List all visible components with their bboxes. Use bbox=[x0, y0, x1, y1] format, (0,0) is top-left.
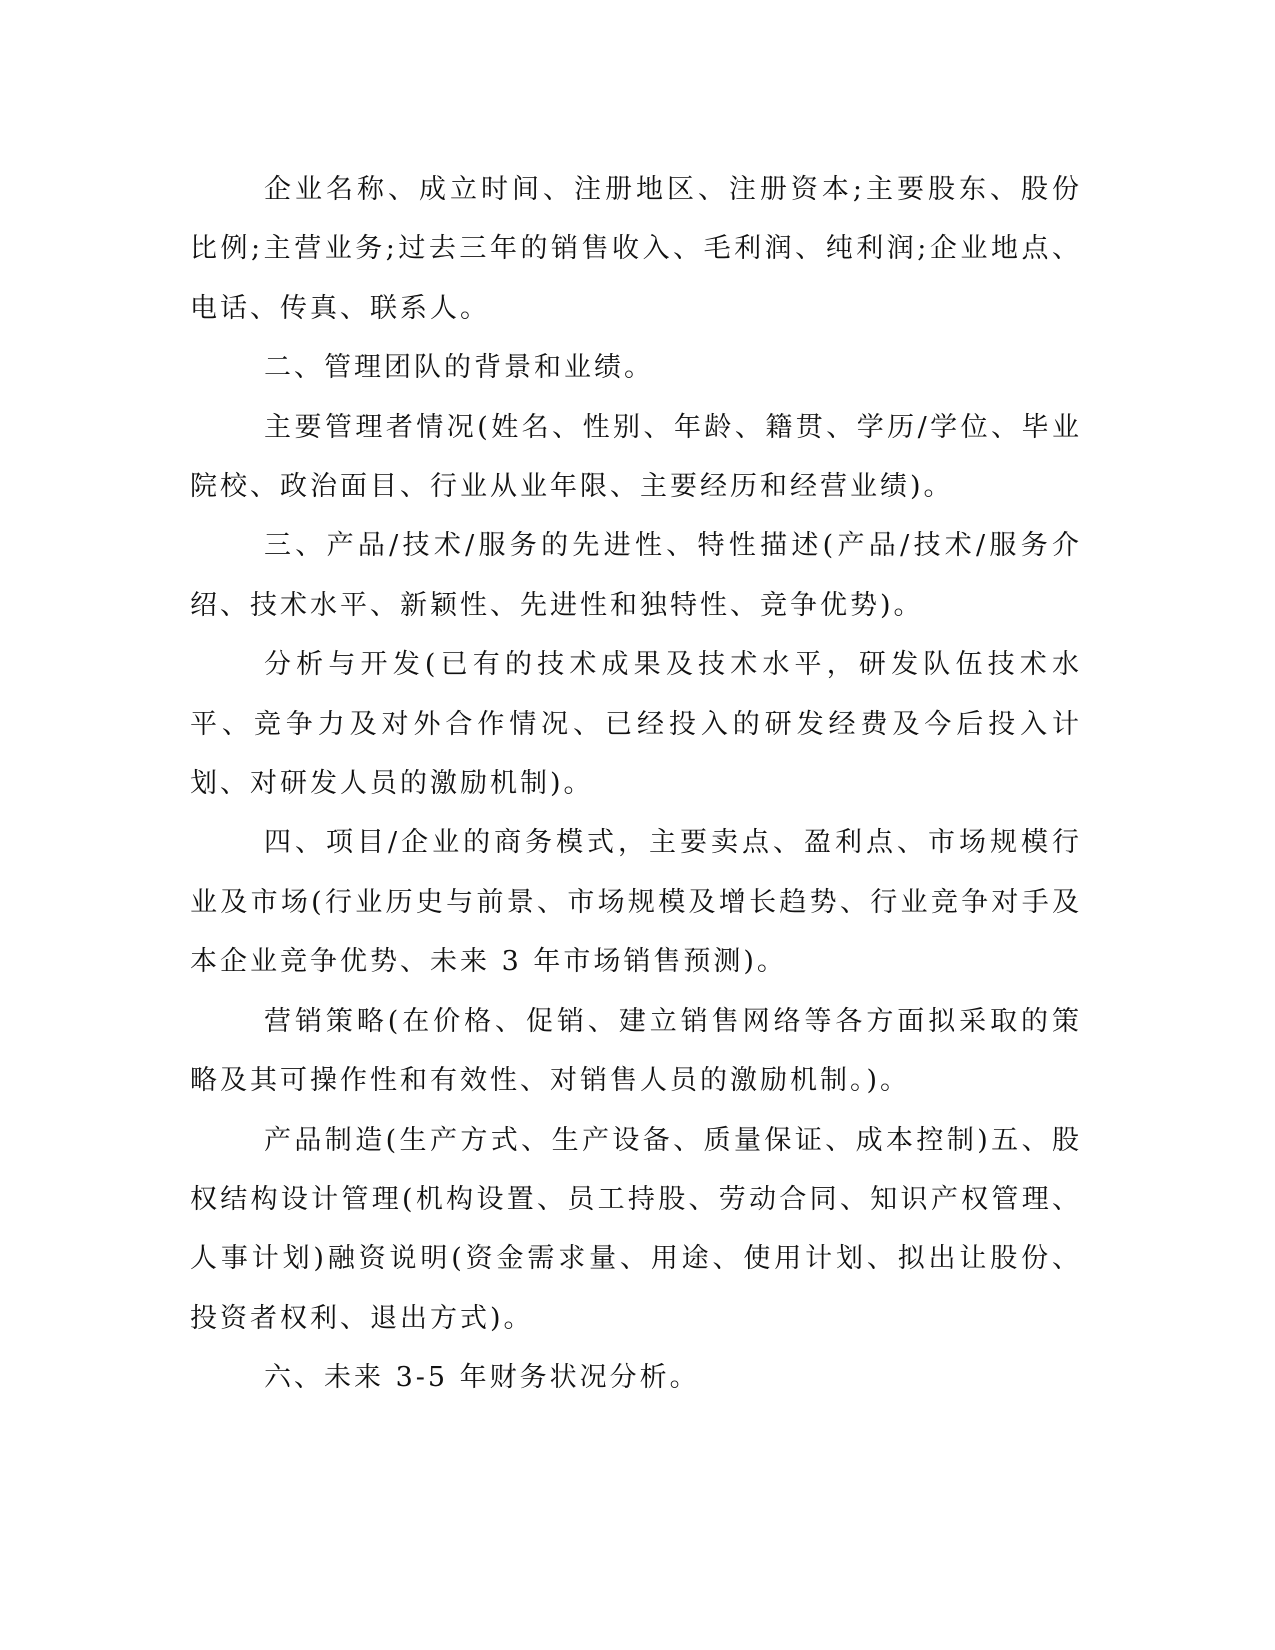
document-body bbox=[190, 160, 1082, 1408]
paragraph-managers: 主要管理者情况(姓名、性别、年龄、籍贯、学历/学位、毕业院校、政治面目、行业从业年限、主要经历和经营业绩)。 bbox=[190, 411, 1082, 503]
paragraph-section-3-products: 三、产品/技术/服务的先进性、特性描述(产品/技术/服务介绍、技术水平、新颖性、先进性和独特性、竞争优势)。 bbox=[190, 530, 1082, 621]
paragraph-company-info: 企业名称、成立时间、注册地区、注册资本;主要股东、股份比例;主营业务;过去三年的销售收入、毛利润、纯利润;企业地点、电话、传真、联系人。 bbox=[190, 174, 1082, 324]
paragraph-manufacturing-equity-financing: 产品制造(生产方式、生产设备、质量保证、成本控制)五、股权结构设计管理(机构设置、员工持股、劳动合同、知识产权管理、人事计划)融资说明(资金需求量、用途、使用计划、拟出让股份、投资者权利、退出方式)。 bbox=[190, 1124, 1082, 1334]
paragraph-section-4-business-model: 四、项目/企业的商务模式，主要卖点、盈利点、市场规模行业及市场(行业历史与前景、市场规模及增长趋势、行业竞争对手及本企业竞争优势、未来 3 年市场销售预测)。 bbox=[190, 827, 1082, 978]
paragraph-section-2-heading: 二、管理团队的背景和业绩。 bbox=[264, 352, 654, 384]
paragraph-section-6-financials: 六、未来 3-5 年财务状况分析。 bbox=[264, 1362, 700, 1394]
paragraph-rnd: 分析与开发(已有的技术成果及技术水平，研发队伍技术水平、竞争力及对外合作情况、已经投入的研发经费及今后投入计划、对研发人员的激励机制)。 bbox=[190, 649, 1082, 800]
paragraph-marketing: 营销策略(在价格、促销、建立销售网络等各方面拟采取的策略及其可操作性和有效性、对销售人员的激励机制。)。 bbox=[190, 1005, 1082, 1097]
